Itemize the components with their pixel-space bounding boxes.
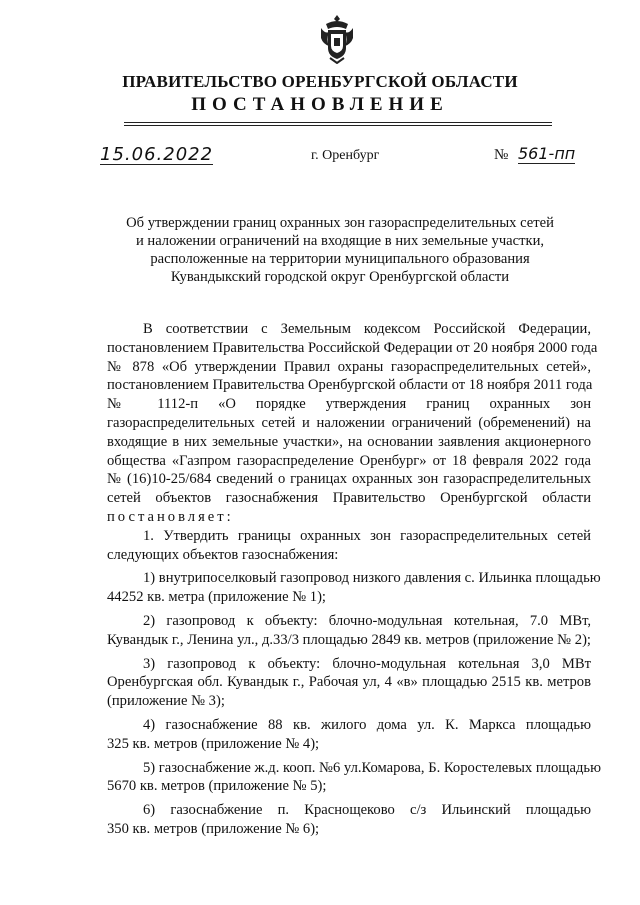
title-line: Об утверждении границ охранных зон газораспределительных сетей <box>126 215 554 231</box>
document-number: 561-пп <box>518 144 576 163</box>
item-line: Кувандык г., Ленина ул., д.33/3 площадью 2849 кв. метров (приложение № 2); <box>107 631 591 648</box>
preamble-line: общества «Газпром газораспределение Оренбург» от 18 февраля 2022 года <box>107 452 591 469</box>
item-paragraph <box>107 801 591 839</box>
item-line: 1. Утвердить границы охранных зон газораспределительных сетей <box>143 527 591 544</box>
item-line: 350 кв. метров (приложение № 6); <box>107 820 320 837</box>
item-line: 6) газоснабжение п. Краснощеково с/з Ильинский площадью <box>143 802 591 819</box>
item-paragraph <box>107 527 591 565</box>
item-paragraph <box>107 716 591 754</box>
item-paragraph <box>107 569 601 607</box>
preamble <box>107 320 598 527</box>
item-line: (приложение № 3); <box>107 693 225 710</box>
document-title <box>120 214 560 286</box>
preamble-line: входящие в них земельные участки», на основании заявления акционерного <box>107 433 591 450</box>
document-date: 15.06.2022 <box>100 144 214 165</box>
item-line: 5) газоснабжение ж.д. кооп. №6 ул.Комарова, Б. Коростелевых площадью <box>143 759 601 776</box>
header-divider <box>124 122 552 123</box>
resolves-word: постановляет: <box>107 508 234 525</box>
item-line: 1) внутрипоселковый газопровод низкого давления с. Ильинка площадью <box>143 570 601 587</box>
preamble-line: газораспределительных сетей и наложении ограничений (обременений) на <box>107 414 591 431</box>
item-paragraph <box>107 655 591 711</box>
preamble-line: В соответствии с Земельным кодексом Российской Федерации, <box>143 321 591 337</box>
preamble-line: № 1112-п «О порядке утверждения границ охранных зон <box>107 396 591 413</box>
title-line: Кувандыкский городской округ Оренбургской области <box>170 269 510 285</box>
item-line: 3) газопровод к объекту: блочно-модульная котельная 3,0 МВт <box>143 655 591 672</box>
preamble-line: № (16)10-25/684 сведений о границах охранных зон газораспределительных <box>107 471 591 488</box>
preamble-line: постановлением Правительства Российской Федерации от 20 ноября 2000 года <box>107 339 598 356</box>
document-number-label: № <box>494 147 509 163</box>
item-line: Оренбургская обл. Кувандык г., Рабочая ул, 4 «в» площадью 2515 кв. метров <box>107 674 591 691</box>
document-body <box>107 320 601 839</box>
item-line: 44252 кв. метра (приложение № 1); <box>107 589 326 606</box>
document-type: ПОСТАНОВЛЕНИЕ <box>191 94 449 115</box>
item-line: 5670 кв. метров (приложение № 5); <box>107 778 327 795</box>
item-line: 325 кв. метров (приложение № 4); <box>107 735 320 752</box>
item-paragraph <box>107 612 591 650</box>
document-city: г. Оренбург <box>311 148 380 163</box>
item-line: 4) газоснабжение 88 кв. жилого дома ул. К. Маркса площадью <box>143 716 591 733</box>
preamble-line: сетей объектов газоснабжения Правительство Оренбургской области <box>107 490 591 507</box>
preamble-line: постановлением Правительства Оренбургской области от 18 ноября 2011 года <box>107 377 593 394</box>
org-name: ПРАВИТЕЛЬСТВО ОРЕНБУРГСКОЙ ОБЛАСТИ <box>122 72 518 91</box>
coat-of-arms-icon <box>318 14 356 64</box>
title-line: расположенные на территории муниципального образования <box>150 251 530 267</box>
header-divider-second <box>124 125 552 126</box>
item-line: 2) газопровод к объекту: блочно-модульная котельная, 7.0 МВт, <box>143 612 591 629</box>
preamble-line: № 878 «Об утверждении Правил охраны газораспределительных сетей», <box>107 358 591 375</box>
item-line: следующих объектов газоснабжения: <box>107 546 339 563</box>
item-paragraph <box>107 759 601 797</box>
title-line: и наложении ограничений на входящие в них земельные участки, <box>135 233 545 249</box>
